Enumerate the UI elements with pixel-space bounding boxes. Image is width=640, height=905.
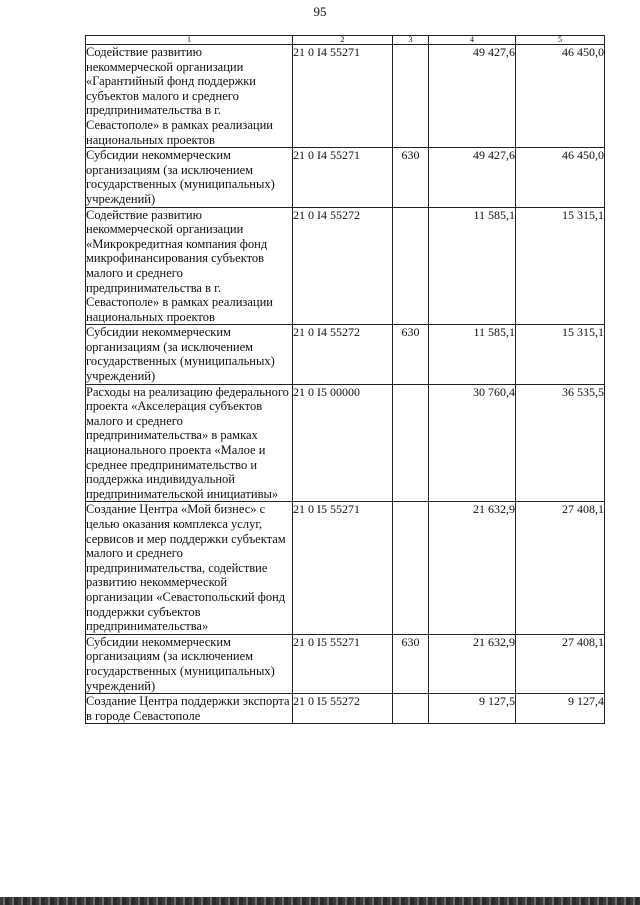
table-row — [86, 207, 605, 325]
row-value-2: 27 408,1 — [516, 502, 605, 634]
column-header-code: 2 — [293, 36, 393, 45]
row-expense-type: 630 — [393, 634, 429, 693]
budget-table — [85, 35, 605, 724]
row-expense-type: 630 — [393, 148, 429, 207]
row-expense-type — [393, 384, 429, 502]
row-code: 21 0 I5 00000 — [293, 384, 393, 502]
row-name: Субсидии некоммерческим организациям (за исключением государственных (муниципальных) учреждений) — [86, 325, 293, 384]
row-name: Расходы на реализацию федерального проекта «Акселерация субъектов малого и среднего предпринимательства» в рамках национального проекта «Малое и среднее предпринимательство и поддержка индивидуальной предпринимательской инициативы» — [86, 384, 293, 502]
table-row — [86, 325, 605, 384]
row-name: Субсидии некоммерческим организациям (за исключением государственных (муниципальных) учреждений) — [86, 148, 293, 207]
row-value-1: 30 760,4 — [429, 384, 516, 502]
page-number: 95 — [313, 4, 327, 19]
row-expense-type — [393, 502, 429, 634]
row-value-1: 21 632,9 — [429, 634, 516, 693]
row-value-1: 21 632,9 — [429, 502, 516, 634]
row-value-1: 11 585,1 — [429, 325, 516, 384]
table-row — [86, 694, 605, 724]
row-expense-type — [393, 694, 429, 724]
row-name: Субсидии некоммерческим организациям (за исключением государственных (муниципальных) учреждений) — [86, 634, 293, 693]
row-value-2: 36 535,5 — [516, 384, 605, 502]
row-value-2: 27 408,1 — [516, 634, 605, 693]
column-header-value-1: 4 — [429, 36, 516, 45]
row-value-1: 49 427,6 — [429, 148, 516, 207]
scan-edge-artifact — [0, 897, 640, 905]
row-name: Создание Центра поддержки экспорта в городе Севастополе — [86, 694, 293, 724]
row-expense-type — [393, 45, 429, 148]
row-code: 21 0 I4 55272 — [293, 207, 393, 325]
column-header-name: 1 — [86, 36, 293, 45]
row-code: 21 0 I5 55272 — [293, 694, 393, 724]
row-code: 21 0 I5 55271 — [293, 502, 393, 634]
table-header-row — [86, 36, 605, 45]
row-code: 21 0 I5 55271 — [293, 634, 393, 693]
row-name: Содействие развитию некоммерческой организации «Микрокредитная компания фонд микрофинансирования субъектов малого и среднего предпринимательства в г. Севастополе» в рамках реализации национальных проектов — [86, 207, 293, 325]
column-header-value-2: 5 — [516, 36, 605, 45]
table-row — [86, 634, 605, 693]
table-row — [86, 45, 605, 148]
row-expense-type: 630 — [393, 325, 429, 384]
row-value-2: 15 315,1 — [516, 325, 605, 384]
row-code: 21 0 I4 55271 — [293, 148, 393, 207]
row-name: Содействие развитию некоммерческой организации «Гарантийный фонд поддержки субъектов малого и среднего предпринимательства в г. Севастополе» в рамках реализации национальных проектов — [86, 45, 293, 148]
row-code: 21 0 I4 55271 — [293, 45, 393, 148]
row-value-2: 46 450,0 — [516, 45, 605, 148]
row-value-1: 49 427,6 — [429, 45, 516, 148]
table-row — [86, 502, 605, 634]
row-name: Создание Центра «Мой бизнес» с целью оказания комплекса услуг, сервисов и мер поддержки субъектам малого и среднего предпринимательства, содействие развитию некоммерческой организации «Севастопольский фонд поддержки субъектов предпринимательства» — [86, 502, 293, 634]
row-value-2: 9 127,4 — [516, 694, 605, 724]
column-header-type: 3 — [393, 36, 429, 45]
row-expense-type — [393, 207, 429, 325]
row-value-1: 11 585,1 — [429, 207, 516, 325]
row-value-1: 9 127,5 — [429, 694, 516, 724]
row-value-2: 46 450,0 — [516, 148, 605, 207]
row-value-2: 15 315,1 — [516, 207, 605, 325]
table-row — [86, 148, 605, 207]
row-code: 21 0 I4 55272 — [293, 325, 393, 384]
table-row — [86, 384, 605, 502]
